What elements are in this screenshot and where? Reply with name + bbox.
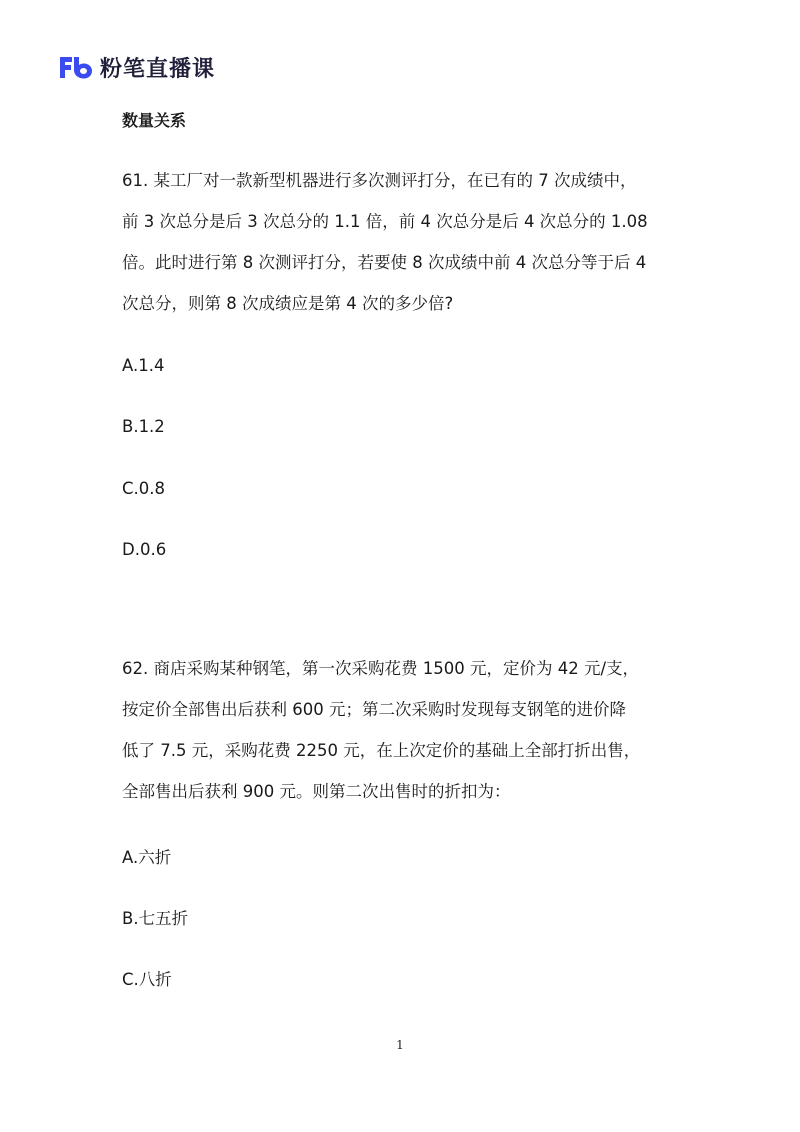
option-c: C.0.8 [122, 479, 166, 498]
option-b: B.1.2 [122, 417, 165, 436]
question-line: 次总分，则第 8 次成绩应是第 4 次的多少倍? [122, 294, 454, 313]
question-62 [122, 648, 702, 812]
question-line: 61. 某工厂对一款新型机器进行多次测评打分，在已有的 7 次成绩中， [122, 171, 637, 190]
logo-text: 粉笔直播课 [100, 56, 216, 82]
brand-header [58, 52, 215, 82]
option-a: A.1.4 [122, 356, 165, 375]
question-line: 低了 7.5 元，采购花费 2250 元，在上次定价的基础上全部打折出售， [122, 741, 641, 760]
question-line: 前 3 次总分是后 3 次总分的 1.1 倍，前 4 次总分是后 4 次总分的 1.08 [122, 212, 648, 231]
option-a: A.六折 [122, 848, 172, 867]
option-d: D.0.6 [122, 540, 167, 559]
question-61 [122, 160, 702, 324]
section-title: 数量关系 [122, 111, 187, 130]
fb-logo-icon [58, 54, 94, 80]
option-c: C.八折 [122, 970, 172, 989]
option-b: B.七五折 [122, 909, 189, 928]
question-line: 倍。此时进行第 8 次测评打分，若要使 8 次成绩中前 4 次总分等于后 4 [122, 253, 647, 272]
question-line: 62. 商店采购某种钢笔，第一次采购花费 1500 元，定价为 42 元/支， [122, 659, 640, 678]
question-line: 按定价全部售出后获利 600 元；第二次采购时发现每支钢笔的进价降 [122, 700, 626, 719]
page-number: 1 [396, 1038, 404, 1052]
question-line: 全部售出后获利 900 元。则第二次出售时的折扣为： [122, 782, 511, 801]
